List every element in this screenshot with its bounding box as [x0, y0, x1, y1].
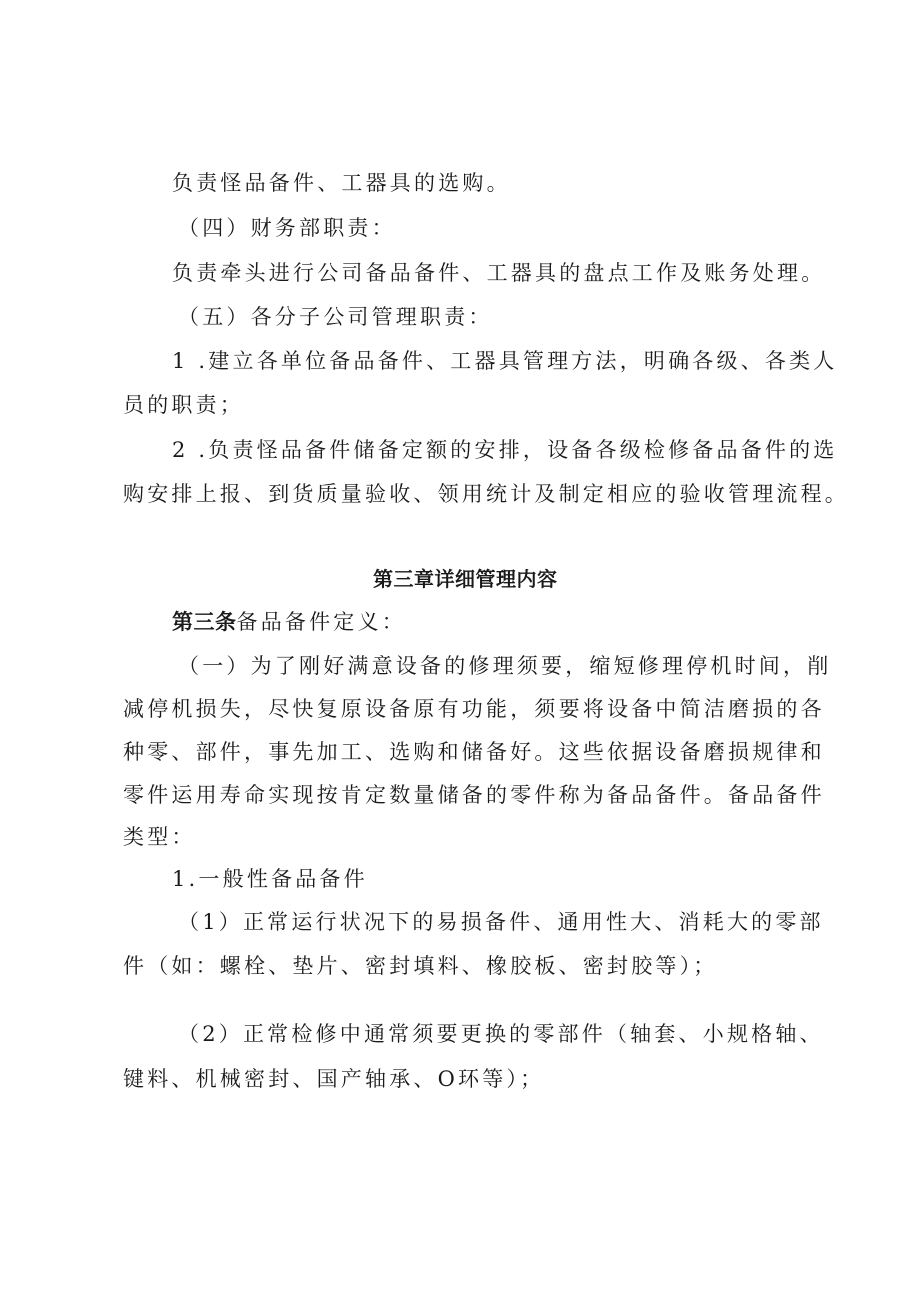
- article-title: 备品备件定义：: [236, 610, 406, 634]
- section-subsidiary-title: （五）各分子公司管理职责：: [178, 305, 493, 329]
- category-1-title: 1.一般性备品备件: [172, 867, 368, 891]
- intro-line: 负责怪品备件、工器具的选购。: [172, 171, 511, 195]
- section-finance-title: （四）财务部职责：: [178, 216, 396, 240]
- category-1-item-1-line-2: 件（如：螺栓、垫片、密封填料、橡胶板、密封胶等）；: [123, 954, 718, 978]
- article-label: 第三条: [172, 610, 237, 634]
- definition-line-4: 零件运用寿命实现按肯定数量储备的零件称为备品备件。备品备件: [123, 783, 825, 807]
- category-1-item-2-line-1: （2）正常检修中通常须要更换的零部件（轴套、小规格轴、: [178, 1022, 824, 1046]
- definition-line-5: 类型：: [123, 825, 196, 849]
- definition-line-2: 减停机损失，尽快复原设备原有功能，须要将设备中简洁磨损的各: [123, 697, 825, 721]
- article-3-heading: [172, 607, 406, 637]
- category-1-item-2-line-2: 键料、机械密封、国产轴承、O环等）；: [123, 1067, 545, 1091]
- definition-line-1: （一）为了刚好满意设备的修理须要，缩短修理停机时间，削: [178, 654, 832, 678]
- subsidiary-item-1-line-1: 1 .建立各单位备品备件、工器具管理方法，明确各级、各类人: [172, 349, 838, 373]
- section-finance-text: 负责牵头进行公司备品备件、工器具的盘点工作及账务处理。: [172, 261, 826, 285]
- category-1-item-1-line-1: （1）正常运行状况下的易损备件、通用性大、消耗大的零部: [178, 910, 824, 934]
- subsidiary-item-1-line-2: 员的职责；: [123, 393, 244, 417]
- chapter-title: 第三章详细管理内容: [373, 567, 558, 591]
- definition-line-3: 种零、部件，事先加工、选购和储备好。这些依据设备磨损规律和: [123, 740, 825, 764]
- subsidiary-item-2-line-1: 2 .负责怪品备件储备定额的安排，设备各级检修备品备件的选: [172, 438, 838, 462]
- subsidiary-item-2-line-2: 购安排上报、到货质量验收、领用统计及制定相应的验收管理流程。: [123, 482, 849, 506]
